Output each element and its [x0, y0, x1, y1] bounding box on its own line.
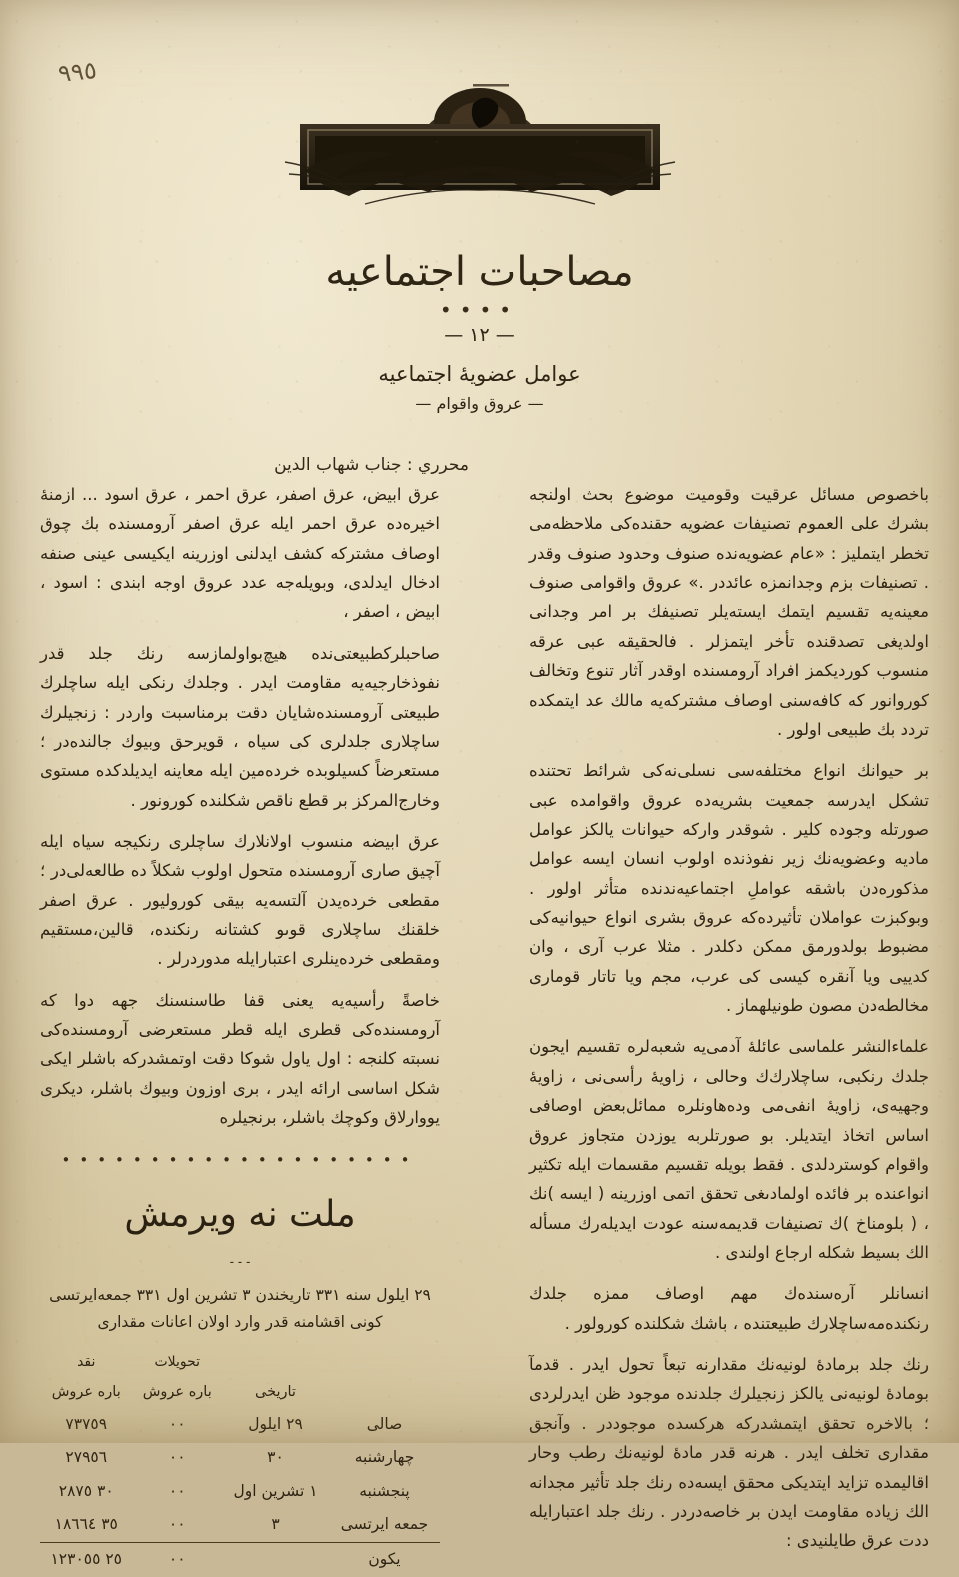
cell-transfer: ٠٠ — [168, 1414, 186, 1433]
group-header-blank — [329, 1347, 440, 1378]
right-text-column — [529, 480, 929, 1568]
cell-transfer: ٠٠ — [168, 1481, 186, 1500]
title-dots: •••• — [439, 298, 520, 322]
left-text-column — [40, 480, 440, 1577]
group-header-cash: نقد — [77, 1353, 96, 1370]
paragraph: باخصوص مسائل عرقيت وقوميت موضوع بحث اولنجه بشرك على العموم تصنيفات عضويه حقنده‌كى ملاحظه‌مى تخطر ايتمليز : «عام عضويه‌نده صنوف وحدود صنوف وقدر . تصنيفات بزم وجدانمزه عائددر .» عروق واقوامى صنوف معينه‌يه تقسيم ايتمك ايسته‌يلر تصنيفك بر امر وجدانى اولديغى تصدقنده تأخر ايتمزلر . فالحقيقه عبى عرقه منسوب كورديكمز افراد آرومسنده اوقدر آثار تنوع وتخالف كوروانور كه كافه‌سنى اوصاف مشتركه‌يه مالك عد ايتمكده تردد بك طبيعى اولور . — [529, 485, 929, 739]
group-header-blank-2 — [222, 1347, 329, 1378]
column-header-date: تاريخى — [255, 1383, 296, 1400]
page-title: مصاحبات اجتماعيه — [325, 249, 634, 295]
byline: محرري : جناب شهاب الدين — [274, 455, 469, 475]
cell-date: ١ تشرين اول — [233, 1481, 318, 1500]
cell-cash: ٢٧٩٥٦ — [65, 1448, 108, 1467]
table-group-header-row — [40, 1347, 440, 1378]
column-header-cash-amount: باره عروش — [51, 1383, 121, 1400]
cell-day: جمعه ايرتسى — [340, 1515, 429, 1534]
dotted-separator: •••••••••••••••••••• — [61, 1150, 419, 1169]
table-row — [40, 1508, 440, 1542]
section-heading-rule: ۔۔۔ — [227, 1251, 253, 1268]
cell-day: پنجشنبه — [359, 1481, 410, 1500]
total-blank — [222, 1542, 329, 1576]
issue-number: — ١٢ — — [444, 324, 515, 346]
table-row — [40, 1408, 440, 1442]
donations-table — [40, 1347, 440, 1577]
total-transfer: ٠٠ — [132, 1542, 222, 1576]
article-subtitle: عوامل عضويهٔ اجتماعيه — [378, 362, 581, 386]
paragraph: رنك جلد برمادهٔ لونيه‌نك مقدارنه تبعاً تحول ايدر . قدمآ بومادهٔ لونيه‌نى يالكز زنجيلرك جلدنده موجود ظن ايدرلردى ؛ بالاخره تحقق ايتمشدركه هركسده موجوددر . وآنجق مقدارى تخلف ايدر . هرنه قدر مادهٔ لونيه‌نك رطب وحار اقاليمده تزايد ايتديكى محقق ايسه‌ده رنك جلد تأثير مجدانه الك زياده مقاومت ايدن بر خاصه‌دردر . رنك جلد اعتبارايله ددت عرق طايلنيدى : — [529, 1355, 929, 1551]
cell-day: چهارشنبه — [354, 1448, 415, 1467]
paragraph: عرق ابيض، عرق اصفر، عرق احمر ، عرق اسود ... ازمنهٔ اخيرەده عرق احمر ايله عرق اصفر آرومسنده بك چوق اوصاف مشتركه كشف ايدلنى اوزرينه ايكيسى عينى صنفه ادخال ايدلدى، وبويله‌جه عدد عروق اوجه ابندى : اسود ، ابيض ، اصفر ، — [40, 485, 440, 622]
cell-date: ٢٩ ايلول — [248, 1414, 303, 1433]
paragraph: علماءالنشر علماسى عائله‌ٔ آدمى‌يه شعبه‌لره تقسيم ايجون جلدك رنكبى، ساچلارك‌ك وحالى ، زاويهٔ رأسى‌نى ، زاويهٔ وجهيه‌ى، زاويهٔ انفى‌مى وده‌هاونلره ممائل‌بعض اوصافى اساس اتخاذ ايتديلر. بو صورتلربه يوزدن متجاوز عروق واقوام كوستردلدى . فقط بويله تقسيم مقسمات ايله تكثير انواعنده بر فائده اولمادىغى تحقق اتمى اوزرينه ( ايسه )نك ، ( بلومناخ )ك تصنيفات قديمه‌سنه عودت ايديلەرك مسأله الك بسيط شكله ارجاع اولندى . — [529, 1037, 929, 1262]
paragraph: خاصةً رأسيه‌يه يعنى قفا طاسنسنك جهه دوا كه آرومسنده‌كى قطرى ايله قطر مستعرضى آرومسنده‌كى نسبته كلنجه : اول ياول شوکا دقت اوتمشدركه باشلر ايكى شكل اساسى ارائه ايدر ، برى اوزون وبيوك باشلر، ديكرى يووارلاق وكوچك باشلر، برنجيلره — [40, 990, 440, 1128]
column-header-transfer-amount: باره عروش — [142, 1383, 212, 1400]
cell-cash: ١٨٦٦٤ ٣٥ — [54, 1515, 118, 1534]
total-cash: ١٢٣٠٥٥ ٢٥ — [40, 1542, 132, 1576]
column-header-blank — [329, 1378, 440, 1408]
cell-day: صالى — [366, 1414, 403, 1433]
table-total-row — [40, 1542, 440, 1576]
cell-date: ٣ — [271, 1515, 280, 1534]
total-label: يكون — [329, 1542, 440, 1576]
title-block — [0, 250, 959, 413]
cell-transfer: ٠٠ — [168, 1515, 186, 1534]
paragraph: صاحبلر‌كطبيعتى‌نده هيچ‌بواولمازسه رنك جلد قدر نفوذخارجيه‌يه مقاومت ايدر . وجلدك رنكى ايله ساچلرك طبيعتى آرومسنده‌شايان دقت برمناسبت واردر : زنجيلرك ساچلارى جلدلرى كى سياه ، قويرحق وبيوك جالنده‌در ؛ مستعرضاً كسيلوبده خردەمين ايله معاينه ايديلدكده مستوى وخارج‌المركز بر قطع ناقص شكلنده كورونور . — [40, 643, 440, 810]
article-sub-subtitle: — عروق واقوام — — [415, 394, 544, 413]
paragraph: بر حيوانك انواع مختلفه‌سى نسلى‌نه‌كى شرائط تحتنده تشكل ايدرسه جمعيت بشريه‌ده عروق واقوامده عبى صورتله وجوده كلير . شوقدر وارکه حيوانات يالكز عوامل ماديه وعضويه‌نك زير نفوذنده اولوب انسان ايسه عوامل مذكورەدن باشقه عواملِ اجتماعيه‌ندنده متأثر اولور . وبوكبزت عواملان تأثيرده‌كه عروق بشرى انواع حيوانيه‌كى مضبوط بولدورمق ممكن دكلدر . مثلا عرب آرى ، وان كدييى ويا آنقره كيسى كى عرب، مجم ويا تاتار قومارى مخالطه‌دن مصون طونيلهماز . — [529, 761, 929, 1016]
group-header-transfers: تحويلات — [154, 1353, 201, 1370]
cell-date: ٣٠ — [267, 1448, 284, 1467]
donations-intro-text: ٢٩ ايلول سنه ٣٣١ تاريخندن ٣ تشرين اول ٣٣١ جمعه‌ايرتسى كونى اقشامنه قدر وارد اولان اعانات مقدارى — [49, 1286, 431, 1331]
paragraph: عرق ابيضه منسوب اولانلارك ساچلرى رنكيجه سياه ايله آچيق صارى آرومسنده متحول اولوب شكلاً ده طالعه‌لى‌در ؛ مقطعى خردەيدن آلتسه‌يه بيقى كوروليور . عرق اصفر خلقنك ساچلارى قوىو كشتانه رنكنده، قالين،مستقيم ومقطعى خردەينلرى اعتبارايله مدوردرلر . — [40, 831, 440, 969]
section-heading: ملت نه ويرمش — [124, 1194, 356, 1236]
table-row — [40, 1441, 440, 1475]
cell-cash: ٢٨٧٥ ٣٠ — [58, 1481, 114, 1500]
folio-page-number: ٩٩٥ — [56, 56, 99, 88]
table-header-row — [40, 1378, 440, 1408]
ornamental-headpiece-icon — [245, 78, 715, 223]
cell-cash: ٧٣٧٥٩ — [65, 1414, 108, 1433]
paragraph: انسانلر آرەسندەك مهم اوصاف ممزه جلدك رنكنده‌مه‌ساچلارك طبيعتنده ، باشك شكلنده كورولور . — [529, 1284, 929, 1333]
table-row — [40, 1475, 440, 1509]
cell-transfer: ٠٠ — [168, 1448, 186, 1467]
